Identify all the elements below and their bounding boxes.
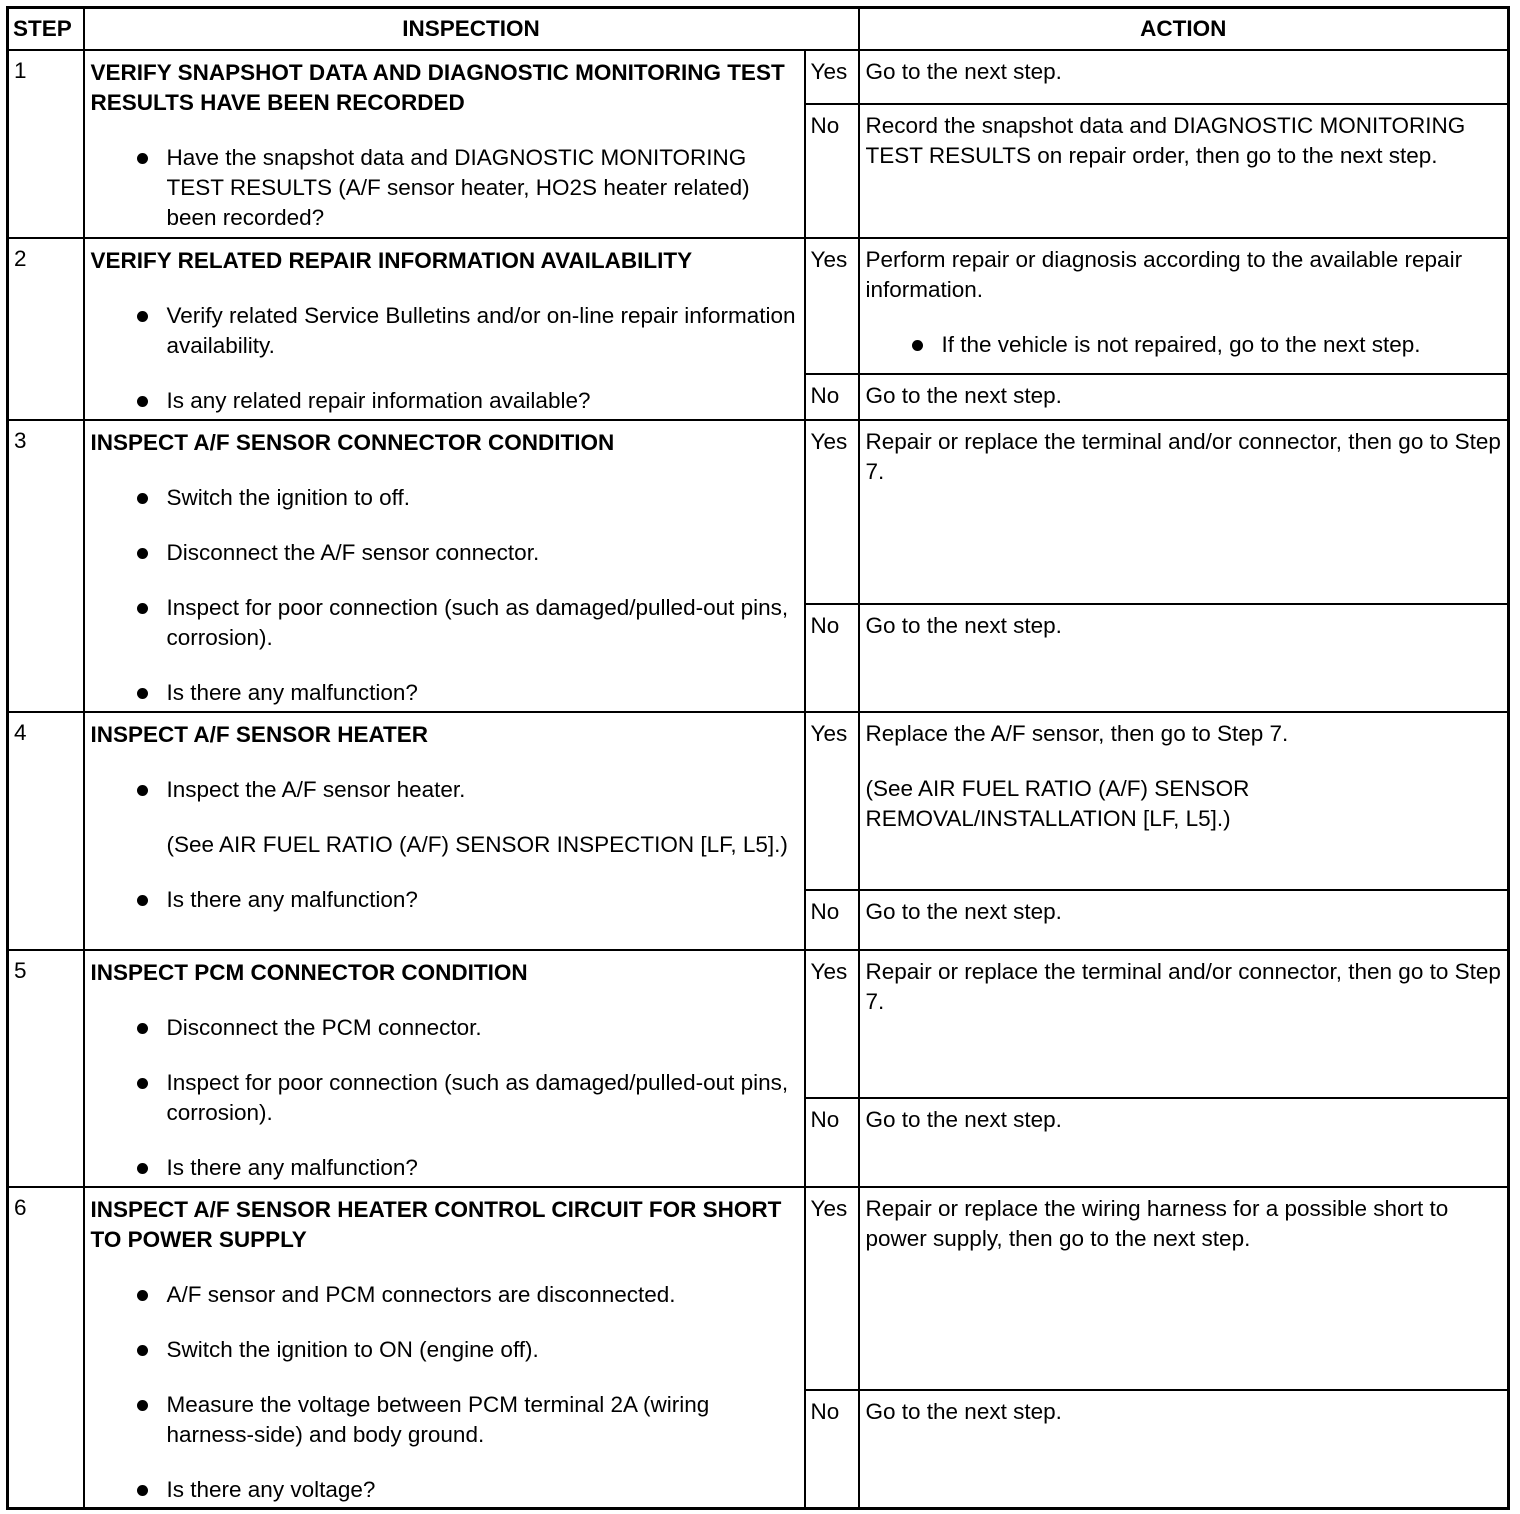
no-label: No: [805, 1390, 859, 1508]
step-number: 1: [8, 50, 84, 238]
no-action: Go to the next step.: [859, 604, 1509, 712]
action-reference: (See AIR FUEL RATIO (A/F) SENSOR REMOVAL/INSTALLATION [LF, L5].): [865, 776, 1250, 831]
yes-action: Repair or replace the terminal and/or connector, then go to Step 7.: [859, 950, 1509, 1098]
header-step: STEP: [8, 8, 84, 51]
yes-label: Yes: [805, 238, 859, 374]
no-label: No: [805, 890, 859, 950]
header-inspection: INSPECTION: [84, 8, 859, 51]
no-label: No: [805, 604, 859, 712]
inspection-cell: [84, 420, 805, 712]
inspection-bullet: Is any related repair information available?: [91, 386, 798, 416]
no-action: Go to the next step.: [859, 1098, 1509, 1187]
inspection-bullet: Disconnect the A/F sensor connector.: [91, 538, 798, 568]
step-title: INSPECT PCM CONNECTOR CONDITION: [90, 960, 528, 985]
diagnostic-procedure-table: [6, 6, 1510, 1510]
inspection-reference: (See AIR FUEL RATIO (A/F) SENSOR INSPECTION [LF, L5].): [166, 832, 788, 857]
step-title: INSPECT A/F SENSOR HEATER: [90, 722, 429, 747]
no-label: No: [805, 374, 859, 420]
no-label: No: [805, 104, 859, 238]
table-row: [8, 712, 1509, 890]
inspection-bullet: Is there any voltage?: [91, 1475, 798, 1505]
step-number: 6: [8, 1187, 84, 1508]
header-action: ACTION: [859, 8, 1509, 51]
no-action: Go to the next step.: [859, 890, 1509, 950]
action-bullet: If the vehicle is not repaired, go to the next step.: [866, 330, 1502, 360]
inspection-bullet: Measure the voltage between PCM terminal 2A (wiring harness-side) and body ground.: [91, 1390, 798, 1450]
inspection-bullet: Disconnect the PCM connector.: [91, 1013, 798, 1043]
no-action: Go to the next step.: [859, 374, 1509, 420]
inspection-bullet: Have the snapshot data and DIAGNOSTIC MONITORING TEST RESULTS (A/F sensor heater, HO2S heater related) been recorded?: [91, 143, 798, 233]
yes-action: Perform repair or diagnosis according to the available repair information.: [865, 247, 1463, 302]
inspection-cell: [84, 50, 805, 238]
inspection-cell: [84, 950, 805, 1187]
table-row: [8, 238, 1509, 374]
table-row: [8, 50, 1509, 104]
inspection-bullet: Inspect the A/F sensor heater.: [91, 775, 798, 805]
yes-action: Repair or replace the terminal and/or connector, then go to Step 7.: [859, 420, 1509, 604]
yes-label: Yes: [805, 1187, 859, 1390]
step-title: VERIFY SNAPSHOT DATA AND DIAGNOSTIC MONITORING TEST RESULTS HAVE BEEN RECORDED: [90, 60, 785, 115]
inspection-bullet: Is there any malfunction?: [91, 678, 798, 708]
inspection-bullet: Switch the ignition to off.: [91, 483, 798, 513]
inspection-bullet: Is there any malfunction?: [91, 1153, 798, 1183]
inspection-bullet: Inspect for poor connection (such as damaged/pulled-out pins, corrosion).: [91, 593, 798, 653]
no-action: Go to the next step.: [859, 1390, 1509, 1508]
inspection-cell: [84, 1187, 805, 1508]
yes-label: Yes: [805, 712, 859, 890]
step-number: 4: [8, 712, 84, 950]
yes-action: Repair or replace the wiring harness for a possible short to power supply, then go to the next step.: [859, 1187, 1509, 1390]
inspection-bullet: Is there any malfunction?: [91, 885, 798, 915]
step-number: 3: [8, 420, 84, 712]
inspection-bullet: Verify related Service Bulletins and/or on-line repair information availability.: [91, 301, 798, 361]
yes-action: Go to the next step.: [859, 50, 1509, 104]
step-title: VERIFY RELATED REPAIR INFORMATION AVAILABILITY: [90, 248, 693, 273]
no-label: No: [805, 1098, 859, 1187]
inspection-cell: [84, 712, 805, 950]
step-title: INSPECT A/F SENSOR CONNECTOR CONDITION: [90, 430, 615, 455]
yes-action-cell: [859, 712, 1509, 890]
table-header-row: [8, 8, 1509, 51]
yes-label: Yes: [805, 950, 859, 1098]
step-number: 5: [8, 950, 84, 1187]
no-action: Record the snapshot data and DIAGNOSTIC MONITORING TEST RESULTS on repair order, then go to the next step.: [859, 104, 1509, 238]
inspection-bullet: Inspect for poor connection (such as damaged/pulled-out pins, corrosion).: [91, 1068, 798, 1128]
step-title: INSPECT A/F SENSOR HEATER CONTROL CIRCUIT FOR SHORT TO POWER SUPPLY: [90, 1197, 782, 1252]
step-number: 2: [8, 238, 84, 420]
yes-action: Replace the A/F sensor, then go to Step 7.: [865, 721, 1289, 746]
inspection-bullet: A/F sensor and PCM connectors are disconnected.: [91, 1280, 798, 1310]
table-row: [8, 420, 1509, 604]
table-row: [8, 950, 1509, 1098]
inspection-bullet: Switch the ignition to ON (engine off).: [91, 1335, 798, 1365]
yes-action-cell: [859, 238, 1509, 374]
table-row: [8, 1187, 1509, 1390]
yes-label: Yes: [805, 420, 859, 604]
yes-label: Yes: [805, 50, 859, 104]
inspection-cell: [84, 238, 805, 420]
